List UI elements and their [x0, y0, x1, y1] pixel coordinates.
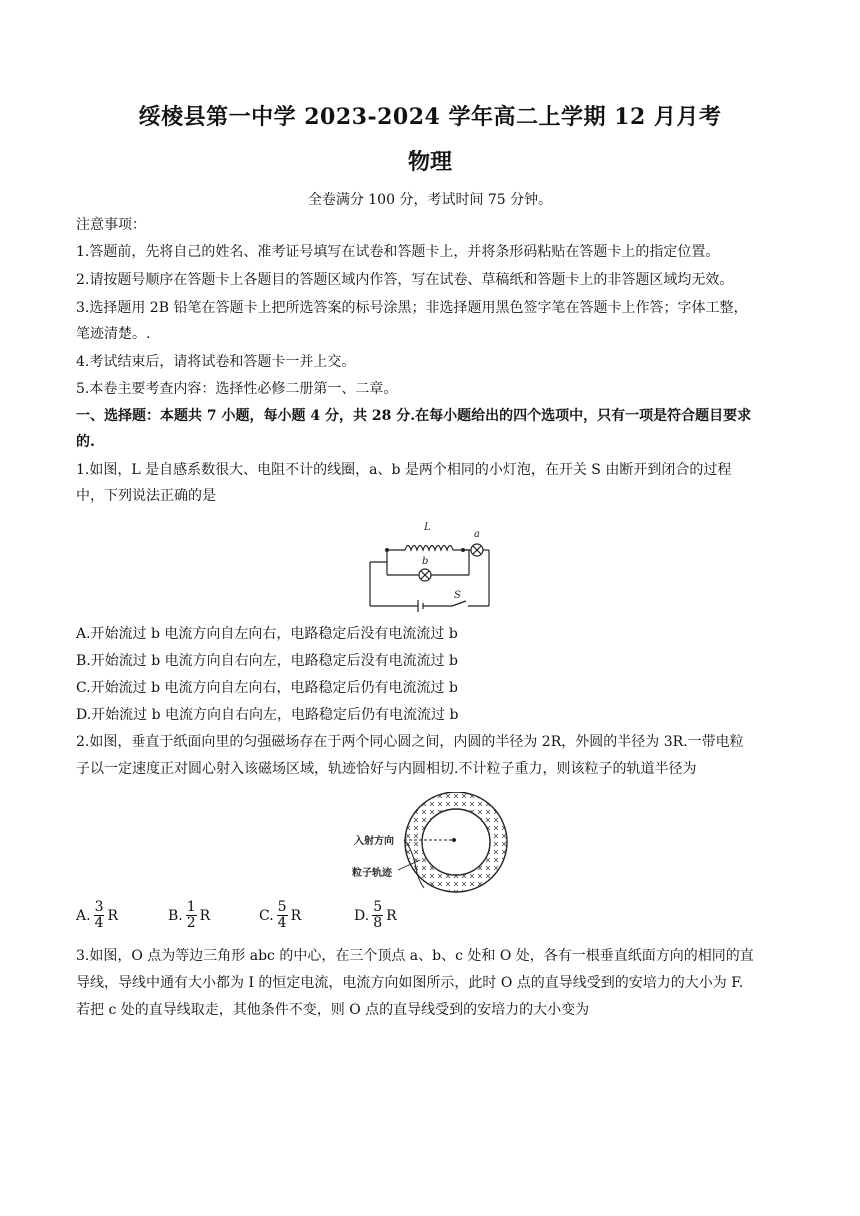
- q3-stem-cont2: 若把 c 处的直导线取走，其他条件不变，则 O 点的直导线受到的安培力的大小变为: [76, 1002, 590, 1018]
- q3-stem: 3.如图，O 点为等边三角形 abc 的中心，在三个顶点 a、b、c 处和 O 处，各有一根垂直纸面方向的相同的直: [76, 948, 754, 964]
- switch-label: S: [454, 590, 461, 601]
- note-item: 3.选择题用 2B 铅笔在答题卡上把所选答案的标号涂黑；非选择题用黑色签字笔在答题卡上作答；字体工整，: [76, 300, 748, 316]
- lamp-a-label: a: [474, 529, 480, 540]
- notes-heading: 注意事项：: [76, 217, 146, 233]
- q1-stem-cont: 中，下列说法正确的是: [76, 488, 216, 504]
- exam-title: 绥棱县第一中学 2023-2024 学年高二上学期 12 月月考: [138, 104, 722, 130]
- q2-stem-cont: 子以一定速度正对圆心射入该磁场区域，轨迹恰好与内圆相切.不计粒子重力，则该粒子的轨道半径为: [76, 761, 697, 777]
- exam-meta: 全卷满分 100 分，考试时间 75 分钟。: [307, 192, 553, 208]
- q1-stem: 1.如图，L 是自感系数很大、电阻不计的线圈，a、b 是两个相同的小灯泡，在开关 S 由断开到闭合的过程: [76, 462, 732, 478]
- q3-stem-cont: 导线，导线中通有大小都为 I 的恒定电流，电流方向如图所示，此时 O 点的直导线受到的安培力的大小为 F.: [76, 975, 744, 991]
- q1-option-c: C.开始流过 b 电流方向自左向右，电路稳定后仍有电流流过 b: [76, 680, 458, 696]
- q1-circuit-figure: [362, 516, 498, 612]
- note-item: 4.考试结束后，请将试卷和答题卡一并上交。: [76, 354, 356, 370]
- q2-option-c: C. $\frac{5}{4}$ R: [259, 899, 302, 931]
- trajectory-label: 粒子轨迹: [352, 868, 392, 879]
- q1-option-b: B.开始流过 b 电流方向自右向左，电路稳定后没有电流流过 b: [76, 653, 459, 669]
- section-heading-cont: 的.: [76, 434, 95, 450]
- note-item: 1.答题前，先将自己的姓名、准考证号填写在试卷和答题卡上，并将条形码粘贴在答题卡上的指定位置。: [76, 244, 720, 260]
- lamp-b-label: b: [422, 556, 429, 567]
- section-heading: 一、选择题：本题共 7 小题，每小题 4 分，共 28 分.在每小题给出的四个选项中，只有一项是符合题目要求: [76, 408, 752, 424]
- q2-stem: 2.如图，垂直于纸面向里的匀强磁场存在于两个同心圆之间，内圆的半径为 2R，外圆的半径为 3R.一带电粒: [76, 734, 744, 750]
- note-item: 5.本卷主要考查内容：选择性必修二册第一、二章。: [76, 381, 398, 397]
- q2-field-figure: [348, 792, 510, 896]
- incident-direction-label: 入射方向: [354, 836, 394, 847]
- coil-label: L: [424, 522, 431, 533]
- exam-subject: 物理: [407, 149, 452, 175]
- q2-option-a: A. $\frac{3}{4}$ R: [76, 899, 119, 931]
- q2-option-b: B. $\frac{1}{2}$ R: [168, 899, 211, 931]
- note-item: 2.请按题号顺序在答题卡上各题目的答题区域内作答，写在试卷、草稿纸和答题卡上的非答题区域均无效。: [76, 272, 734, 288]
- q1-option-a: A.开始流过 b 电流方向自左向右，电路稳定后没有电流流过 b: [76, 626, 458, 642]
- q1-option-d: D.开始流过 b 电流方向自右向左，电路稳定后仍有电流流过 b: [76, 707, 459, 723]
- note-item: 笔迹清楚。.: [76, 326, 151, 342]
- q2-option-d: D. $\frac{5}{8}$ R: [354, 899, 397, 931]
